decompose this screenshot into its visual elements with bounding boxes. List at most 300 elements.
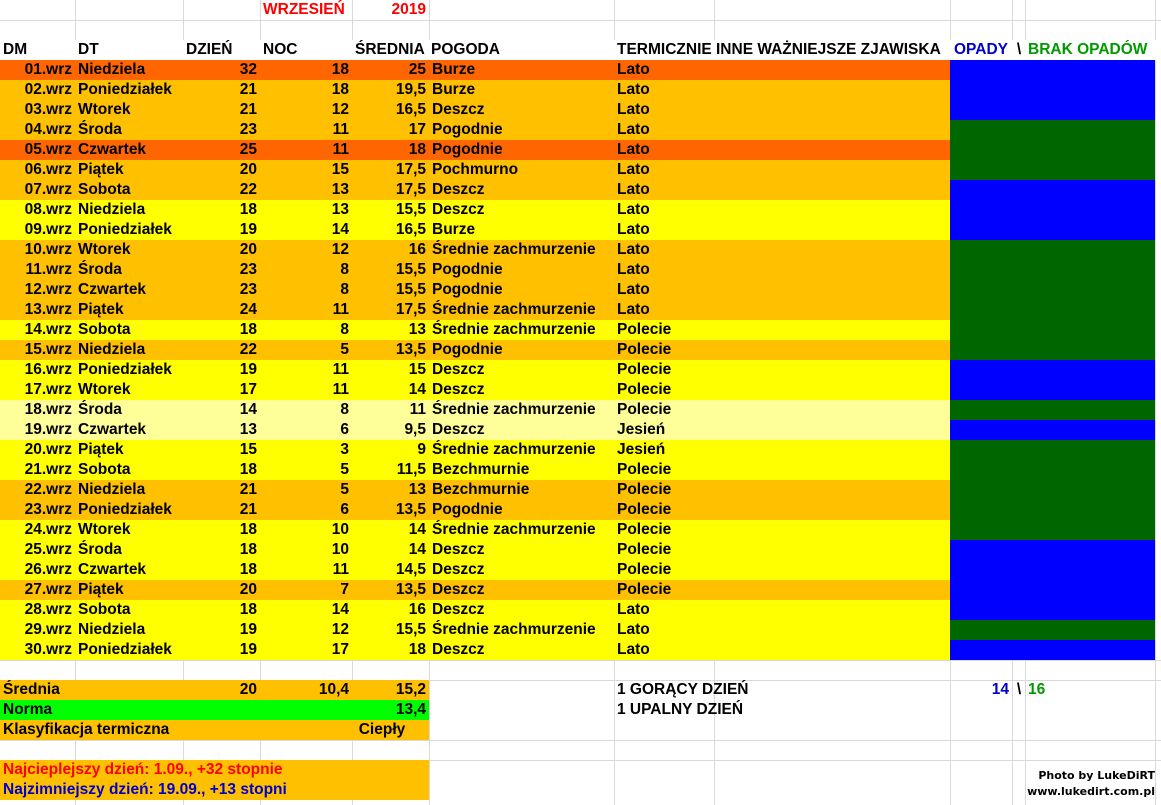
precipitation-cell bbox=[950, 420, 1155, 440]
cell-weather: Średnie zachmurzenie bbox=[432, 321, 596, 338]
cell-night: 18 bbox=[331, 81, 349, 98]
cell-avg: 25 bbox=[408, 61, 426, 78]
cell-dm: 02.wrz bbox=[24, 81, 72, 98]
table-row bbox=[0, 640, 1161, 660]
count-separator: \ bbox=[1016, 681, 1022, 698]
cell-night: 8 bbox=[340, 401, 349, 418]
precipitation-cell bbox=[950, 620, 1155, 640]
cell-dt: Wtorek bbox=[78, 521, 131, 538]
table-row bbox=[0, 260, 1161, 280]
cell-dm: 30.wrz bbox=[24, 641, 72, 658]
summary-norma-row bbox=[0, 700, 1161, 720]
cell-weather: Burze bbox=[432, 81, 476, 98]
cell-dt: Poniedziałek bbox=[78, 361, 172, 378]
precipitation-cell bbox=[950, 580, 1155, 600]
cell-day: 18 bbox=[239, 321, 257, 338]
cell-dm: 13.wrz bbox=[24, 301, 72, 318]
cell-term: Lato bbox=[617, 221, 650, 238]
cell-dt: Piątek bbox=[78, 441, 124, 458]
cell-dt: Środa bbox=[78, 121, 122, 138]
cell-night: 12 bbox=[331, 101, 349, 118]
cell-weather: Pochmurno bbox=[432, 161, 519, 178]
header-opady: OPADY bbox=[954, 41, 1008, 58]
cell-dt: Czwartek bbox=[78, 141, 147, 158]
cell-day: 20 bbox=[239, 161, 257, 178]
cell-dm: 18.wrz bbox=[24, 401, 72, 418]
cell-night: 3 bbox=[340, 441, 349, 458]
cell-dt: Piątek bbox=[78, 581, 124, 598]
cell-day: 25 bbox=[239, 141, 257, 158]
note-coldest-row bbox=[0, 780, 1161, 800]
cell-day: 23 bbox=[239, 261, 257, 278]
brak-count: 16 bbox=[1028, 681, 1046, 698]
cell-night: 11 bbox=[332, 561, 349, 578]
precipitation-cell bbox=[950, 440, 1155, 460]
cell-day: 23 bbox=[239, 121, 257, 138]
cell-dt: Sobota bbox=[78, 321, 131, 338]
precipitation-cell bbox=[950, 220, 1155, 240]
cell-day: 21 bbox=[239, 481, 257, 498]
precipitation-cell bbox=[950, 240, 1155, 260]
cell-dm: 05.wrz bbox=[24, 141, 72, 158]
cell-day: 18 bbox=[239, 541, 257, 558]
cell-night: 5 bbox=[340, 481, 349, 498]
precipitation-cell bbox=[950, 200, 1155, 220]
cell-dt: Wtorek bbox=[78, 101, 131, 118]
cell-day: 19 bbox=[239, 221, 257, 238]
hot-days-label: 1 GORĄCY DZIEŃ bbox=[617, 681, 749, 698]
cell-night: 10 bbox=[331, 521, 349, 538]
cell-weather: Burze bbox=[432, 221, 476, 238]
cell-day: 18 bbox=[239, 601, 257, 618]
cell-dm: 04.wrz bbox=[24, 121, 72, 138]
cell-avg: 16 bbox=[408, 241, 426, 258]
cell-day: 20 bbox=[239, 241, 257, 258]
cell-term: Jesień bbox=[617, 421, 666, 438]
header-dm: DM bbox=[3, 41, 28, 58]
photo-credit: Photo by LukeDiRT bbox=[1038, 769, 1155, 782]
cell-term: Lato bbox=[617, 141, 650, 158]
table-row bbox=[0, 440, 1161, 460]
cell-night: 10 bbox=[331, 541, 349, 558]
cell-day: 19 bbox=[239, 641, 257, 658]
cell-term: Lato bbox=[617, 161, 650, 178]
klasyfikacja-value: Ciepły bbox=[358, 721, 406, 738]
cell-dm: 06.wrz bbox=[24, 161, 72, 178]
header-srednia: ŚREDNIA bbox=[355, 41, 425, 58]
table-row bbox=[0, 60, 1161, 80]
cell-night: 12 bbox=[331, 241, 349, 258]
cell-dm: 21.wrz bbox=[24, 461, 72, 478]
cell-night: 14 bbox=[331, 221, 349, 238]
cell-term: Lato bbox=[617, 641, 650, 658]
cell-dt: Piątek bbox=[78, 301, 124, 318]
title-row bbox=[0, 0, 1161, 20]
cell-term: Lato bbox=[617, 181, 650, 198]
cell-term: Lato bbox=[617, 81, 650, 98]
cell-day: 18 bbox=[239, 561, 257, 578]
cell-night: 15 bbox=[331, 161, 349, 178]
cell-day: 22 bbox=[239, 181, 257, 198]
cell-weather: Średnie zachmurzenie bbox=[432, 301, 596, 318]
precipitation-cell bbox=[950, 140, 1155, 160]
cell-day: 22 bbox=[239, 341, 257, 358]
cell-term: Lato bbox=[617, 101, 650, 118]
cell-weather: Średnie zachmurzenie bbox=[432, 521, 596, 538]
cell-dm: 12.wrz bbox=[24, 281, 72, 298]
cell-dm: 27.wrz bbox=[24, 581, 72, 598]
cell-dt: Wtorek bbox=[78, 381, 131, 398]
cell-day: 17 bbox=[239, 381, 257, 398]
precipitation-cell bbox=[950, 340, 1155, 360]
precipitation-cell bbox=[950, 80, 1155, 100]
cell-avg: 18 bbox=[408, 141, 426, 158]
cell-term: Lato bbox=[617, 301, 650, 318]
cell-weather: Pogodnie bbox=[432, 121, 503, 138]
cell-night: 11 bbox=[332, 381, 349, 398]
cell-weather: Burze bbox=[432, 61, 476, 78]
cell-night: 8 bbox=[340, 321, 349, 338]
precipitation-cell bbox=[950, 460, 1155, 480]
cell-dt: Czwartek bbox=[78, 421, 147, 438]
cell-term: Polecie bbox=[617, 461, 672, 478]
cell-night: 12 bbox=[331, 621, 349, 638]
cell-term: Polecie bbox=[617, 401, 672, 418]
cell-day: 21 bbox=[239, 101, 257, 118]
table-row bbox=[0, 320, 1161, 340]
cell-dm: 16.wrz bbox=[24, 361, 72, 378]
cell-weather: Deszcz bbox=[432, 581, 485, 598]
cell-day: 23 bbox=[239, 281, 257, 298]
cell-avg: 17,5 bbox=[395, 301, 426, 318]
cell-weather: Deszcz bbox=[432, 361, 485, 378]
cell-term: Lato bbox=[617, 61, 650, 78]
cell-weather: Średnie zachmurzenie bbox=[432, 621, 596, 638]
table-row bbox=[0, 500, 1161, 520]
warmest-note: Najcieplejszy dzień: 1.09., +32 stopnie bbox=[3, 761, 283, 778]
precipitation-cell bbox=[950, 520, 1155, 540]
cell-dm: 09.wrz bbox=[24, 221, 72, 238]
cell-day: 18 bbox=[239, 521, 257, 538]
cell-dm: 08.wrz bbox=[24, 201, 72, 218]
cell-night: 11 bbox=[332, 361, 349, 378]
header-row bbox=[0, 40, 1161, 60]
srednia-label: Średnia bbox=[3, 681, 60, 698]
cell-dm: 10.wrz bbox=[24, 241, 72, 258]
cell-night: 13 bbox=[331, 201, 349, 218]
cell-dt: Środa bbox=[78, 541, 122, 558]
grid-line bbox=[0, 740, 1161, 741]
cell-avg: 15,5 bbox=[395, 281, 426, 298]
cell-avg: 9,5 bbox=[404, 421, 426, 438]
cell-night: 18 bbox=[331, 61, 349, 78]
table-row bbox=[0, 540, 1161, 560]
header-brak-opadow: BRAK OPADÓW bbox=[1028, 41, 1148, 58]
cell-day: 19 bbox=[239, 361, 257, 378]
cell-avg: 13 bbox=[408, 481, 426, 498]
srednia-night: 10,4 bbox=[318, 681, 349, 698]
cell-night: 13 bbox=[331, 181, 349, 198]
year-title: 2019 bbox=[391, 1, 426, 18]
cell-dm: 03.wrz bbox=[24, 101, 72, 118]
cell-weather: Deszcz bbox=[432, 541, 485, 558]
cell-dm: 14.wrz bbox=[24, 321, 72, 338]
cell-dm: 07.wrz bbox=[24, 181, 72, 198]
cell-day: 18 bbox=[239, 461, 257, 478]
cell-weather: Pogodnie bbox=[432, 261, 503, 278]
credit-url: www.lukedirt.com.pl bbox=[1027, 785, 1155, 798]
cell-night: 17 bbox=[331, 641, 349, 658]
precipitation-cell bbox=[950, 380, 1155, 400]
cell-term: Lato bbox=[617, 601, 650, 618]
precipitation-cell bbox=[950, 120, 1155, 140]
cell-term: Polecie bbox=[617, 541, 672, 558]
summary-klasyfikacja-row bbox=[0, 720, 1161, 740]
cell-night: 11 bbox=[332, 141, 349, 158]
cell-avg: 16 bbox=[408, 601, 426, 618]
precipitation-cell bbox=[950, 300, 1155, 320]
cell-dt: Poniedziałek bbox=[78, 641, 172, 658]
cell-day: 13 bbox=[239, 421, 257, 438]
table-row bbox=[0, 420, 1161, 440]
cell-avg: 9 bbox=[417, 441, 426, 458]
cell-term: Polecie bbox=[617, 581, 672, 598]
header-separator: \ bbox=[1016, 41, 1022, 58]
cell-day: 24 bbox=[239, 301, 257, 318]
cell-avg: 17,5 bbox=[395, 161, 426, 178]
table-row bbox=[0, 80, 1161, 100]
cell-dm: 20.wrz bbox=[24, 441, 72, 458]
cell-dm: 26.wrz bbox=[24, 561, 72, 578]
cell-day: 15 bbox=[239, 441, 257, 458]
cell-dt: Sobota bbox=[78, 461, 131, 478]
cell-dt: Sobota bbox=[78, 601, 131, 618]
cell-dm: 28.wrz bbox=[24, 601, 72, 618]
cell-avg: 15,5 bbox=[395, 621, 426, 638]
precipitation-cell bbox=[950, 560, 1155, 580]
cell-weather: Deszcz bbox=[432, 181, 485, 198]
cell-weather: Bezchmurnie bbox=[432, 461, 530, 478]
table-row bbox=[0, 360, 1161, 380]
cell-term: Polecie bbox=[617, 561, 672, 578]
table-row bbox=[0, 520, 1161, 540]
opady-count: 14 bbox=[991, 681, 1009, 698]
cell-day: 18 bbox=[239, 201, 257, 218]
precipitation-cell bbox=[950, 640, 1155, 660]
precipitation-cell bbox=[950, 260, 1155, 280]
cell-dm: 01.wrz bbox=[24, 61, 72, 78]
norma-label: Norma bbox=[3, 701, 53, 718]
cell-dt: Poniedziałek bbox=[78, 501, 172, 518]
cell-night: 11 bbox=[332, 121, 349, 138]
precipitation-cell bbox=[950, 540, 1155, 560]
table-row bbox=[0, 560, 1161, 580]
cell-avg: 16,5 bbox=[395, 101, 426, 118]
table-row bbox=[0, 380, 1161, 400]
precipitation-cell bbox=[950, 360, 1155, 380]
cell-avg: 13,5 bbox=[395, 581, 426, 598]
cell-day: 21 bbox=[239, 81, 257, 98]
precipitation-cell bbox=[950, 400, 1155, 420]
cell-weather: Deszcz bbox=[432, 201, 485, 218]
cell-dt: Środa bbox=[78, 401, 122, 418]
header-inne: INNE WAŻNIEJSZE ZJAWISKA bbox=[716, 41, 941, 58]
cell-avg: 17,5 bbox=[395, 181, 426, 198]
cell-term: Jesień bbox=[617, 441, 666, 458]
cell-dt: Poniedziałek bbox=[78, 221, 172, 238]
cell-dt: Niedziela bbox=[78, 481, 146, 498]
cell-avg: 17 bbox=[408, 121, 426, 138]
cell-dt: Niedziela bbox=[78, 341, 146, 358]
precipitation-cell bbox=[950, 280, 1155, 300]
cell-avg: 18 bbox=[408, 641, 426, 658]
precipitation-cell bbox=[950, 480, 1155, 500]
cell-term: Polecie bbox=[617, 341, 672, 358]
table-row bbox=[0, 140, 1161, 160]
cell-night: 6 bbox=[340, 421, 349, 438]
table-row bbox=[0, 120, 1161, 140]
cell-night: 14 bbox=[331, 601, 349, 618]
header-noc: NOC bbox=[263, 41, 298, 58]
cell-weather: Deszcz bbox=[432, 641, 485, 658]
table-row bbox=[0, 100, 1161, 120]
cell-day: 14 bbox=[239, 401, 257, 418]
cell-day: 19 bbox=[239, 621, 257, 638]
cell-weather: Bezchmurnie bbox=[432, 481, 530, 498]
precipitation-cell bbox=[950, 100, 1155, 120]
cell-night: 5 bbox=[340, 461, 349, 478]
cell-dt: Czwartek bbox=[78, 281, 147, 298]
cell-weather: Deszcz bbox=[432, 601, 485, 618]
cell-night: 5 bbox=[340, 341, 349, 358]
coldest-note: Najzimniejszy dzień: 19.09., +13 stopni bbox=[3, 781, 287, 798]
cell-dt: Niedziela bbox=[78, 61, 146, 78]
cell-avg: 15,5 bbox=[395, 201, 426, 218]
grid-line bbox=[0, 660, 1161, 661]
table-row bbox=[0, 200, 1161, 220]
table-row bbox=[0, 280, 1161, 300]
cell-dt: Sobota bbox=[78, 181, 131, 198]
cell-term: Lato bbox=[617, 201, 650, 218]
precipitation-cell bbox=[950, 180, 1155, 200]
srednia-day: 20 bbox=[239, 681, 257, 698]
cell-dm: 11.wrz bbox=[25, 261, 72, 278]
note-warmest-row bbox=[0, 760, 1161, 780]
cell-term: Lato bbox=[617, 621, 650, 638]
table-row bbox=[0, 240, 1161, 260]
cell-dt: Piątek bbox=[78, 161, 124, 178]
cell-dt: Niedziela bbox=[78, 201, 146, 218]
cell-term: Lato bbox=[617, 281, 650, 298]
cell-avg: 14 bbox=[408, 521, 426, 538]
cell-avg: 16,5 bbox=[395, 221, 426, 238]
cell-term: Polecie bbox=[617, 321, 672, 338]
cell-term: Polecie bbox=[617, 521, 672, 538]
cell-avg: 13 bbox=[408, 321, 426, 338]
table-row bbox=[0, 400, 1161, 420]
cell-avg: 15,5 bbox=[395, 261, 426, 278]
table-row bbox=[0, 580, 1161, 600]
cell-dt: Niedziela bbox=[78, 621, 146, 638]
table-row bbox=[0, 460, 1161, 480]
norma-value: 13,4 bbox=[395, 701, 426, 718]
table-row bbox=[0, 600, 1161, 620]
cell-term: Polecie bbox=[617, 501, 672, 518]
cell-dt: Czwartek bbox=[78, 561, 147, 578]
klasyfikacja-label: Klasyfikacja termiczna bbox=[3, 721, 170, 738]
cell-weather: Deszcz bbox=[432, 421, 485, 438]
summary-srednia-row bbox=[0, 680, 1161, 700]
grid-line bbox=[0, 20, 1161, 21]
cell-day: 20 bbox=[239, 581, 257, 598]
cell-dm: 24.wrz bbox=[24, 521, 72, 538]
cell-term: Lato bbox=[617, 121, 650, 138]
header-pogoda: POGODA bbox=[431, 41, 500, 58]
month-title: WRZESIEŃ bbox=[263, 1, 345, 18]
precipitation-cell bbox=[950, 600, 1155, 620]
cell-dt: Wtorek bbox=[78, 241, 131, 258]
cell-weather: Pogodnie bbox=[432, 281, 503, 298]
cell-dm: 17.wrz bbox=[24, 381, 72, 398]
cell-dt: Poniedziałek bbox=[78, 81, 172, 98]
cell-term: Lato bbox=[617, 261, 650, 278]
cell-weather: Deszcz bbox=[432, 381, 485, 398]
precipitation-cell bbox=[950, 320, 1155, 340]
cell-avg: 15 bbox=[408, 361, 426, 378]
precipitation-cell bbox=[950, 500, 1155, 520]
cell-avg: 14 bbox=[408, 381, 426, 398]
table-row bbox=[0, 620, 1161, 640]
cell-night: 7 bbox=[340, 581, 349, 598]
cell-night: 8 bbox=[340, 261, 349, 278]
precipitation-cell bbox=[950, 160, 1155, 180]
table-row bbox=[0, 340, 1161, 360]
cell-avg: 13,5 bbox=[395, 341, 426, 358]
cell-term: Polecie bbox=[617, 361, 672, 378]
upalny-days-label: 1 UPALNY DZIEŃ bbox=[617, 701, 744, 718]
cell-day: 32 bbox=[239, 61, 257, 78]
header-dzien: DZIEŃ bbox=[186, 41, 233, 58]
cell-night: 6 bbox=[340, 501, 349, 518]
cell-dm: 25.wrz bbox=[24, 541, 72, 558]
cell-weather: Pogodnie bbox=[432, 501, 503, 518]
cell-avg: 11 bbox=[409, 401, 426, 418]
table-row bbox=[0, 220, 1161, 240]
precipitation-cell bbox=[950, 60, 1155, 80]
cell-term: Polecie bbox=[617, 481, 672, 498]
cell-avg: 19,5 bbox=[395, 81, 426, 98]
table-row bbox=[0, 480, 1161, 500]
cell-dm: 22.wrz bbox=[24, 481, 72, 498]
cell-dm: 23.wrz bbox=[24, 501, 72, 518]
cell-dm: 19.wrz bbox=[24, 421, 72, 438]
table-row bbox=[0, 180, 1161, 200]
table-row bbox=[0, 300, 1161, 320]
cell-night: 8 bbox=[340, 281, 349, 298]
cell-weather: Pogodnie bbox=[432, 341, 503, 358]
table-row bbox=[0, 160, 1161, 180]
cell-avg: 11,5 bbox=[396, 461, 426, 478]
cell-dm: 15.wrz bbox=[24, 341, 72, 358]
cell-dt: Środa bbox=[78, 261, 122, 278]
cell-avg: 14 bbox=[408, 541, 426, 558]
header-termicznie: TERMICZNIE bbox=[617, 41, 712, 58]
cell-term: Lato bbox=[617, 241, 650, 258]
cell-weather: Pogodnie bbox=[432, 141, 503, 158]
header-dt: DT bbox=[78, 41, 99, 58]
cell-avg: 13,5 bbox=[395, 501, 426, 518]
cell-weather: Średnie zachmurzenie bbox=[432, 241, 596, 258]
